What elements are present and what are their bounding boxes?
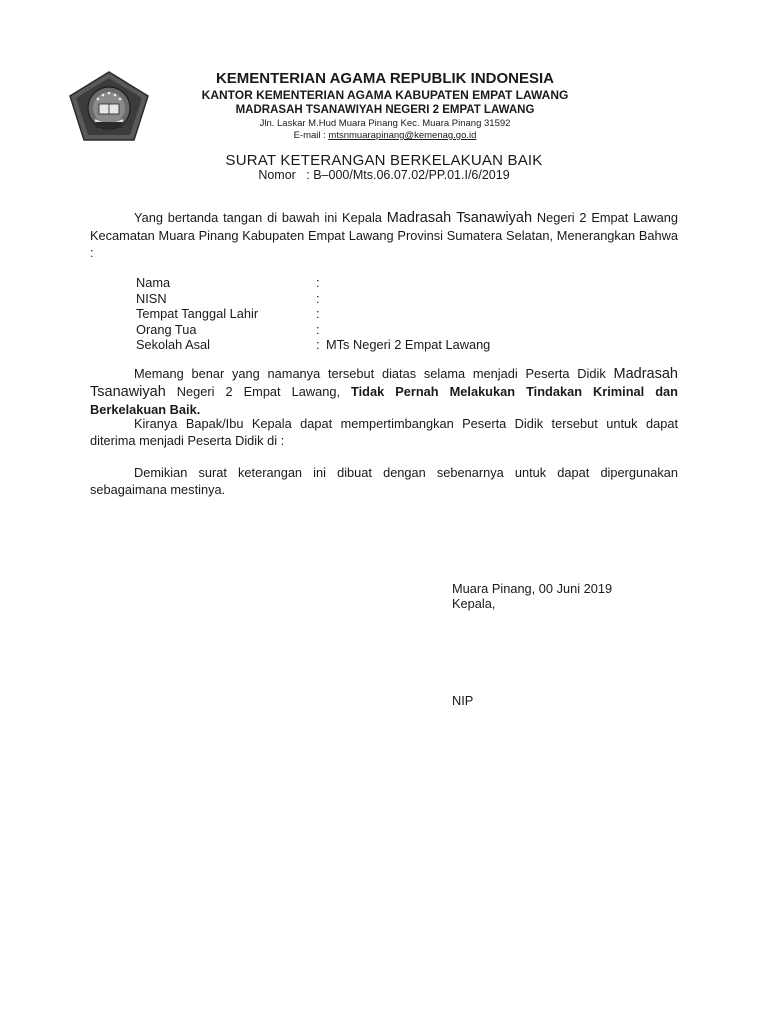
- intro-text-1: Yang bertanda tangan di bawah ini Kepala: [134, 210, 387, 225]
- statement-text-2: Madrasah Tsanawiyah: [90, 366, 678, 400]
- request-paragraph: Kiranya Bapak/Ibu Kepala dapat mempertimbangkan Peserta Didik tersebut untuk dapat diterima menjadi Peserta Didik di :: [90, 416, 678, 448]
- intro-paragraph: [90, 209, 678, 261]
- office-name: KANTOR KEMENTERIAN AGAMA KABUPATEN EMPAT LAWANG: [201, 88, 569, 102]
- signature-place-date: Muara Pinang, 00 Juni 2019: [452, 581, 613, 596]
- identity-row-name: Nama :: [136, 275, 320, 290]
- school-address: Jln. Laskar M.Hud Muara Pinang Kec. Muara Pinang 31592: [259, 118, 511, 129]
- statement-text-3: Negeri 2 Empat Lawang,: [165, 384, 352, 399]
- ministry-name: KEMENTERIAN AGAMA REPUBLIK INDONESIA: [215, 70, 555, 87]
- letter-number: [0, 168, 768, 183]
- identity-row-birth: Tempat Tanggal Lahir :: [136, 306, 320, 321]
- identity-row-parents: Orang Tua :: [136, 321, 320, 337]
- letter-title: SURAT KETERANGAN BERKELAKUAN BAIK: [225, 152, 543, 169]
- school-email-line: [150, 130, 620, 142]
- signature-position: Kepala,: [452, 596, 496, 611]
- school-name: MADRASAH TSANAWIYAH NEGERI 2 EMPAT LAWANG: [235, 104, 535, 116]
- signature-nip: NIP: [452, 693, 474, 708]
- identity-row-nisn: NISN :: [136, 290, 320, 306]
- letterhead: [150, 70, 620, 142]
- identity-row-school: Sekolah Asal : MTs Negeri 2 Empat Lawang: [136, 337, 491, 352]
- intro-text-3: Negeri 2 Empat Lawang Kecamatan Muara Pinang Kabupaten Empat Lawang Provinsi Sumatera Selatan, Menerangkan Bahwa :: [90, 210, 678, 260]
- number-value: : B–000/Mts.06.07.02/PP.01.I/6/2019: [306, 168, 510, 182]
- email-label: E-mail :: [293, 130, 329, 141]
- statement-text-1: Memang benar yang namanya tersebut diatas selama menjadi Peserta Didik: [134, 366, 614, 381]
- statement-bold: Tidak Pernah Melakukan Tindakan Kriminal dan Berkelakuan Baik.: [90, 384, 678, 417]
- closing-paragraph: Demikian surat keterangan ini dibuat dengan sebenarnya untuk dapat dipergunakan sebagaimana mestinya.: [90, 465, 678, 497]
- identity-table: [136, 275, 490, 353]
- intro-text-2: Madrasah Tsanawiyah: [386, 210, 533, 226]
- email-link[interactable]: mtsnmuarapinang@kemenag.go.id: [328, 130, 477, 141]
- statement-paragraph: [90, 365, 678, 418]
- number-label: Nomor: [258, 168, 296, 182]
- kemenag-emblem-icon: [68, 70, 150, 142]
